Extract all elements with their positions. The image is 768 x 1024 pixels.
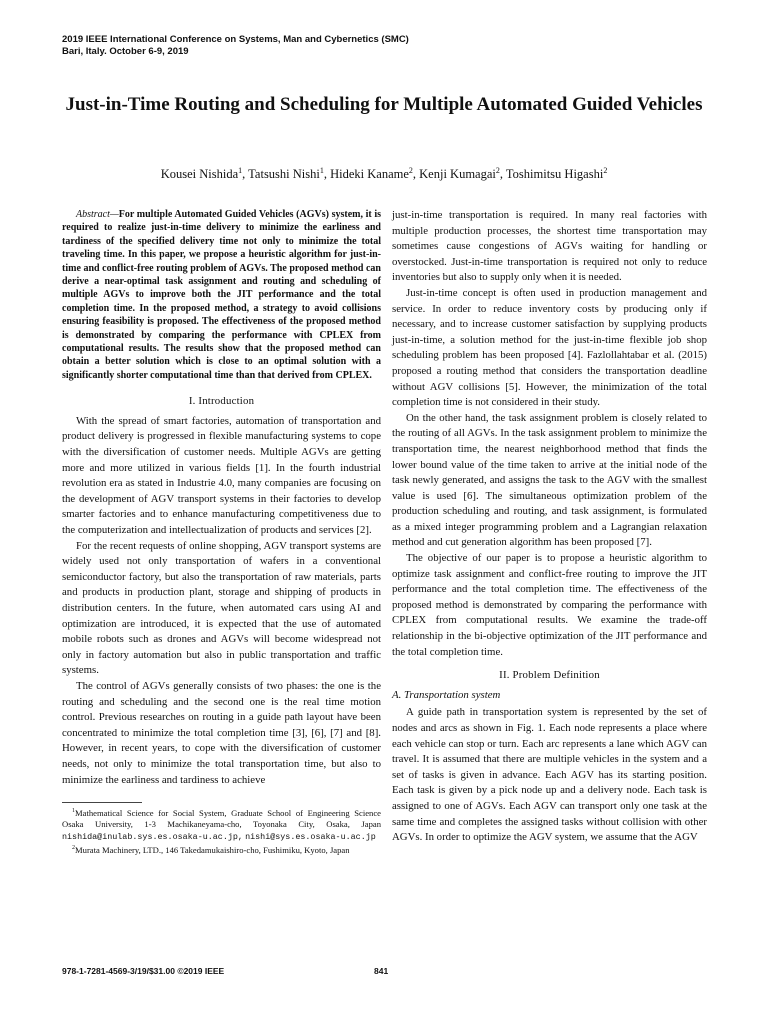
paper-title: Just-in-Time Routing and Scheduling for Multiple Automated Guided Vehicles [65, 94, 703, 115]
author: Tatsushi Nishi$^1$, [248, 166, 331, 182]
right-column [392, 208, 707, 846]
author: Toshimitsu Higashi$^2$ [505, 166, 608, 182]
paragraph: A guide path in transportation system is represented by the set of nodes and arcs as shown in Fig. 1. Each node represents a place where each vehicle can stop or turn. Each arc represents a lane which AGV can travel. It is assumed that there are multiple vehicles in the system and a set of tasks is given in advance. Each AGV has its starting position. Each task is given by a pick node up and a delivery node. Each task is assigned to one of AGVs. Each AGV can transport only one task at the same time and completes the assigned tasks without collision with other AGVs. In order to optimize the AGV system, we assume that the AGV [392, 706, 707, 844]
footnote-divider [62, 802, 142, 803]
email-link[interactable]: nishi@sys.es.osaka-u.ac.jp [245, 831, 376, 842]
footnote-affiliation-2: $^2$Murata Machinery, LTD., 146 Takedamukaishiro-cho, Fushimiku, Kyoto, Japan [72, 845, 350, 856]
conference-name: 2019 IEEE International Conference on Systems, Man and Cybernetics (SMC) [62, 34, 409, 45]
section-heading-introduction: I. Introduction [188, 395, 255, 408]
paragraph: just-in-time transportation is required. In many real factories with multiple production processes, the shortest time transportation may sometimes cause congestions of AGVs waiting for handling or overstocked. Just-in-time transportation is required not only to reduce inventories but also to supply only when it is needed. [392, 209, 707, 284]
page-number: 841 [374, 966, 389, 976]
abstract-text: For multiple Automated Guided Vehicles (AGVs) system, it is required to realize just-in-time delivery to minimize the earliness and tardiness of the specified delivery time not only to minimize the total traveling time. In this paper, we propose a heuristic algorithm for just-in-time and conflict-free routing problem of AGVs. The proposed method can derive a near-optimal task assignment and routing and scheduling of multiple AGVs to improve both the JIT performance and the total completion time. In the proposed method, a strategy to avoid collisions ensuring feasibility is proposed. The effectiveness of the proposed method is demonstrated by comparing the performance with CPLEX from computational results. The results show that the proposed method can obtain a better solution which is close to an optimal solution with a significantly shorter computational time than that derived from CPLEX. [62, 209, 381, 381]
paragraph: The objective of our paper is to propose a heuristic algorithm to optimize task assignment and conflict-free routing to improve the JIT performance and the total completion time. The effectiveness of the proposed method is demonstrated by comparing the performance with CPLEX from computational results. We examine the trade-off relationship in the bi-objective optimization of the JIT performance and the total completion time. [392, 552, 707, 658]
conference-header [62, 34, 409, 58]
left-column [62, 208, 381, 856]
author: Kousei Nishida$^1$, [160, 166, 249, 182]
email-link[interactable]: nishida@inulab.sys.es.osaka-u.ac.jp, [62, 831, 243, 842]
paragraph: Just-in-time concept is often used in production management and service. In order to reduce inventory costs by producing only if necessary, and to increase customer satisfaction by supplying products just-in-time, a solution method for the just-in-time flexible job shop scheduling problem has been proposed [4]. Fazlollahtabar et al. (2015) proposed a routing method that considers the transportation deadline without AGV collisions [5]. However, the minimization of the total completion time is not considered in their study. [392, 286, 707, 409]
author: Hideki Kaname$^2$, [330, 166, 420, 182]
author-list [40, 163, 728, 182]
abstract-label: Abstract— [76, 209, 119, 220]
abstract [62, 208, 381, 382]
copyright-line: 978-1-7281-4569-3/19/$31.00 ©2019 IEEE [62, 966, 225, 976]
author: Kenji Kumagai$^2$, [419, 166, 506, 182]
footnote-affiliation-1: $^1$Mathematical Science for Social System, Graduate School of Engineering Science Osaka University, 1-3 Machikaneyama-cho, Toyonaka City, Osaka, Japan nishida@inulab.sys.es.osaka-u.ac.jp, nishi@sys.es.osaka-u.ac.jp [62, 807, 381, 842]
conference-location: Bari, Italy. October 6-9, 2019 [62, 46, 189, 57]
section-heading-problem-definition: II. Problem Definition [499, 669, 600, 682]
subsection-heading: A. Transportation system [392, 688, 501, 701]
paragraph: On the other hand, the task assignment problem is closely related to the routing of all AGVs. In the task assignment problem to minimize the transportation time, the nearest neighborhood method that finds the lower bound value of the time taken to arrive at the initial node of the task newly generated, and assigns the task to the AGV with the smallest value is used [6]. The simultaneous optimization problem of the production scheduling and routing, and task assignment, is formulated as a mixed integer programming problem and a Lagrangian relaxation method and cut generation algorithm has been proposed [7]. [392, 411, 707, 549]
paragraph: With the spread of smart factories, automation of transportation and product delivery is progressed in flexible manufacturing systems to cope with the diversification of customer needs. Multiple AGVs are getting more and more utilized in various fields [1]. In the fourth industrial revolution era as stated in Industrie 4.0, many companies are focusing on the development of AGV transport systems in their factories to develop smarter factories and to enhance manufacturing competitiveness due to the computerization and intellectualization of products and services [2]. [62, 414, 381, 537]
paragraph: For the recent requests of online shopping, AGV transport systems are widely used not only transportation of wafers in a conventional semiconductor factory, but also the transportation of raw materials, parts and products in production plant, storage and shipping of products in distribution centers. In the future, when automated cars using AI and optimization are introduced, it is expected that the use of automated mobile robots such as drones and AGVs will become widespread not only in factory automation but also in public transportation and traffic systems. [62, 539, 381, 677]
paragraph: The control of AGVs generally consists of two phases: the one is the routing and scheduling and the second one is the real time motion control. Previous researches on routing in a guide path layout have been concentrated to minimize the total completion time [3], [6], [7] and [8]. However, in recent years, to cope with the diversification of customer needs, not only to minimize the total transportation time, but also to minimize the earliness and tardiness to achieve [62, 679, 381, 786]
